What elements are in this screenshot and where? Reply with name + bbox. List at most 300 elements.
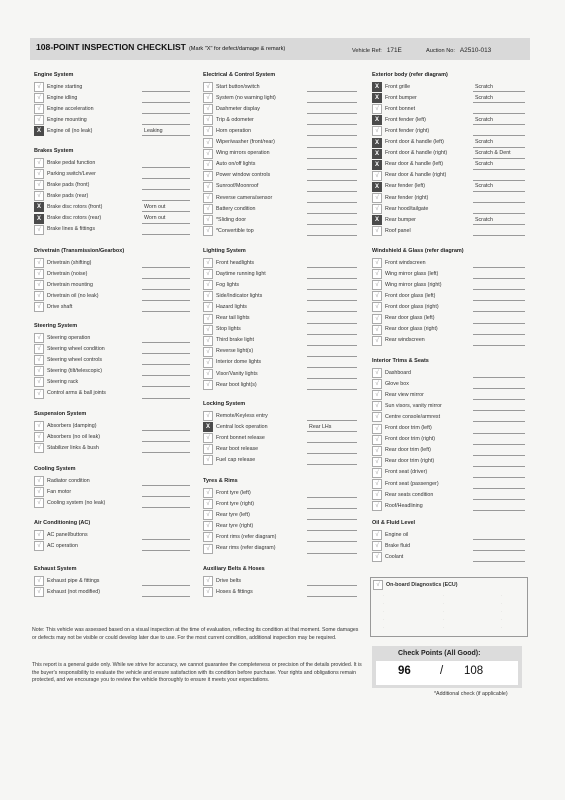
checkbox-ok[interactable]: √ — [372, 501, 382, 511]
remark-line — [307, 169, 357, 170]
item-label: Hazard lights — [216, 303, 247, 310]
checkbox-ok[interactable]: √ — [372, 412, 382, 422]
remark-line — [307, 464, 357, 465]
remark-line — [307, 508, 357, 509]
remark-line — [473, 102, 525, 103]
checkbox-ok[interactable]: √ — [34, 389, 44, 399]
remark-line — [473, 345, 525, 346]
checkbox-ok[interactable]: √ — [34, 280, 44, 290]
remark-line — [473, 158, 525, 159]
checkbox-ok[interactable]: √ — [372, 457, 382, 467]
checkbox-ok[interactable]: √ — [203, 182, 213, 192]
checkbox-ok[interactable]: √ — [203, 104, 213, 114]
checkbox-defect[interactable]: X — [34, 202, 44, 212]
remark-line — [142, 167, 190, 168]
remark-line — [473, 550, 525, 551]
section-title: Tyres & Rims — [203, 478, 238, 484]
section-title: Oil & Fluid Level — [372, 520, 416, 526]
checkbox-ok[interactable]: √ — [203, 411, 213, 421]
item-label: Parking switch/Lever — [47, 170, 96, 177]
remark-line — [307, 289, 357, 290]
checkbox-ok[interactable]: √ — [34, 269, 44, 279]
checkbox-ok[interactable]: √ — [203, 510, 213, 520]
item-label: Front fender (right) — [385, 127, 430, 134]
item-label: Engine starting — [47, 83, 83, 90]
remark-line — [307, 235, 357, 236]
remark-line — [142, 550, 190, 551]
item-label: Drivetrain (noise) — [47, 270, 88, 277]
item-label: Front seat (passenger) — [385, 480, 439, 487]
section-title: Exterior body (refer diagram) — [372, 72, 448, 78]
obd-dots: · · · · · — [383, 593, 385, 630]
checkbox[interactable]: √ — [373, 580, 383, 590]
checkbox-ok[interactable]: √ — [372, 479, 382, 489]
checklist-row — [203, 93, 357, 103]
item-label: Fog lights — [216, 281, 239, 288]
checklist-row — [372, 269, 525, 279]
item-label: Rear rims (refer diagram) — [216, 545, 276, 551]
remark-line — [473, 191, 525, 192]
checklist-row — [34, 191, 190, 201]
checklist-row — [203, 204, 357, 214]
checklist-row — [34, 104, 190, 114]
checklist-row — [372, 412, 525, 422]
remark-line — [307, 541, 357, 542]
checkbox-ok[interactable]: √ — [34, 302, 44, 312]
checklist-row — [203, 444, 357, 454]
item-label: Rear hood/tailgate — [385, 205, 429, 212]
remark-line — [473, 180, 525, 181]
remark-line — [142, 223, 190, 224]
checkbox-ok[interactable]: √ — [372, 424, 382, 434]
item-label: Central lock operation — [216, 423, 268, 430]
checkbox-ok[interactable]: √ — [203, 358, 213, 368]
checklist-row — [372, 215, 525, 225]
checkbox-ok[interactable]: √ — [203, 314, 213, 324]
item-label: Wiper/washer (front/rear) — [216, 139, 275, 145]
item-label: Drivetrain oil (no leak) — [47, 292, 99, 299]
remark-line — [307, 202, 357, 203]
item-label: Sun visors, vanity mirror — [385, 402, 442, 409]
checkbox-ok[interactable]: √ — [203, 325, 213, 335]
checkbox-ok[interactable]: √ — [372, 126, 382, 136]
remark-line — [142, 289, 190, 290]
checkbox-ok[interactable]: √ — [203, 587, 213, 597]
item-label: Remote/Keyless entry — [216, 412, 268, 419]
checklist-row — [34, 587, 190, 597]
remark-line — [142, 342, 190, 343]
checkbox-ok[interactable]: √ — [372, 401, 382, 411]
remark-text: Scratch — [475, 216, 493, 223]
item-label: Rear bumper — [385, 216, 416, 223]
remark-line — [473, 300, 525, 301]
checklist-row — [372, 204, 525, 214]
checklist-row — [372, 368, 525, 378]
item-label: Coolant — [385, 553, 404, 560]
checkbox-ok[interactable]: √ — [372, 541, 382, 551]
checklist-row — [34, 355, 190, 365]
item-label: System (no warning light) — [216, 94, 276, 101]
item-label: Absorbers (no oil leak) — [47, 433, 100, 440]
checkbox-ok[interactable]: √ — [372, 302, 382, 312]
checkbox-defect[interactable]: X — [203, 422, 213, 432]
section-title: Exhaust System — [34, 566, 77, 572]
item-label: Front seat (driver) — [385, 469, 428, 476]
checkbox-ok[interactable]: √ — [203, 215, 213, 225]
remark-line — [307, 519, 357, 520]
remark-text: Scratch — [475, 161, 493, 168]
checkbox-ok[interactable]: √ — [34, 169, 44, 179]
obd-label: On-board Diagnostics (ECU) — [386, 581, 458, 588]
remark-line — [142, 452, 190, 453]
checkbox-ok[interactable]: √ — [203, 138, 213, 148]
checkbox-ok[interactable]: √ — [372, 446, 382, 456]
checkbox-ok[interactable]: √ — [203, 347, 213, 357]
item-label: Front tyre (left) — [216, 489, 251, 496]
checklist-row — [203, 291, 357, 301]
checkbox-ok[interactable]: √ — [34, 377, 44, 387]
remark-line — [473, 539, 525, 540]
checkbox-ok[interactable]: √ — [34, 487, 44, 497]
item-label: Front door & handle (right) — [385, 150, 448, 157]
remark-line — [473, 135, 525, 136]
item-label: Battery condition — [216, 205, 256, 212]
checkbox-ok[interactable]: √ — [372, 490, 382, 500]
checkbox-ok[interactable]: √ — [203, 204, 213, 214]
checkbox-ok[interactable]: √ — [372, 336, 382, 346]
checkbox-ok[interactable]: √ — [203, 544, 213, 554]
checklist-row — [34, 333, 190, 343]
checklist-row — [203, 369, 357, 379]
checklist-row — [203, 532, 357, 542]
checkbox-ok[interactable]: √ — [203, 488, 213, 498]
checklist-row — [372, 479, 525, 489]
checklist-row — [372, 138, 525, 148]
checkbox-defect[interactable]: X — [372, 160, 382, 170]
checkbox-ok[interactable]: √ — [372, 280, 382, 290]
remark-line — [142, 135, 190, 136]
item-label: Radiator condition — [47, 477, 90, 484]
item-label: Drivetrain (shifting) — [47, 259, 92, 266]
checklist-row — [372, 541, 525, 551]
item-label: Rear tyre (left) — [216, 511, 250, 518]
checklist-row — [203, 149, 357, 159]
checkbox-ok[interactable]: √ — [203, 93, 213, 103]
checkbox-defect[interactable]: X — [372, 149, 382, 159]
remark-line — [307, 213, 357, 214]
checklist-row — [34, 258, 190, 268]
checkbox-ok[interactable]: √ — [34, 225, 44, 235]
checkbox-defect[interactable]: X — [372, 93, 382, 103]
checkbox-defect[interactable]: X — [372, 182, 382, 192]
item-label: Rear door & handle (left) — [385, 161, 444, 168]
checkbox-ok[interactable]: √ — [34, 576, 44, 586]
checklist-row — [34, 476, 190, 486]
remark-line — [307, 278, 357, 279]
checklist-row — [34, 366, 190, 376]
checkbox-ok[interactable]: √ — [203, 258, 213, 268]
item-label: Visor/Vanity lights — [216, 370, 258, 377]
checklist-row — [203, 193, 357, 203]
item-label: Steering rack — [47, 378, 79, 385]
checklist-row — [372, 552, 525, 562]
checkbox-ok[interactable]: √ — [34, 421, 44, 431]
checkbox-ok[interactable]: √ — [203, 160, 213, 170]
checkbox-ok[interactable]: √ — [34, 498, 44, 508]
item-label: Stabilizer links & bush — [47, 444, 99, 451]
checklist-row — [34, 180, 190, 190]
checklist-row — [34, 576, 190, 586]
checkbox-ok[interactable]: √ — [34, 93, 44, 103]
checkbox-ok[interactable]: √ — [34, 258, 44, 268]
checkbox-ok[interactable]: √ — [372, 325, 382, 335]
remark-line — [307, 431, 357, 432]
section-title: Locking System — [203, 401, 246, 407]
checkbox-ok[interactable]: √ — [203, 193, 213, 203]
checklist-row — [34, 126, 190, 136]
checkbox-ok[interactable]: √ — [372, 269, 382, 279]
remark-line — [307, 497, 357, 498]
checklist-row — [34, 280, 190, 290]
checkbox-ok[interactable]: √ — [203, 115, 213, 125]
checkbox-ok[interactable]: √ — [372, 104, 382, 114]
checkbox-ok[interactable]: √ — [34, 291, 44, 301]
remark-line — [307, 224, 357, 225]
checklist-row — [203, 258, 357, 268]
checklist-row — [203, 422, 357, 432]
checkbox-ok[interactable]: √ — [34, 587, 44, 597]
remark-line — [473, 311, 525, 312]
checklist-row — [372, 115, 525, 125]
remark-line — [473, 466, 525, 467]
item-label: Engine idling — [47, 94, 78, 101]
checkbox-ok[interactable]: √ — [34, 115, 44, 125]
item-label: Stop lights — [216, 326, 241, 333]
checkbox-ok[interactable]: √ — [203, 532, 213, 542]
checkbox-ok[interactable]: √ — [372, 379, 382, 389]
checkbox-defect[interactable]: X — [372, 215, 382, 225]
item-label: Rear view mirror — [385, 391, 424, 398]
checkbox-ok[interactable]: √ — [34, 530, 44, 540]
checkbox-ok[interactable]: √ — [203, 149, 213, 159]
checkbox-ok[interactable]: √ — [203, 499, 213, 509]
item-label: Dashboard — [385, 369, 411, 376]
remark-line — [473, 377, 525, 378]
checkbox-ok[interactable]: √ — [34, 104, 44, 114]
remark-line — [307, 267, 357, 268]
checkbox-ok[interactable]: √ — [372, 193, 382, 203]
checklist-row — [372, 457, 525, 467]
item-label: Front door trim (right) — [385, 436, 436, 443]
checkbox-ok[interactable]: √ — [203, 126, 213, 136]
checkbox-ok[interactable]: √ — [203, 576, 213, 586]
checkbox-ok[interactable]: √ — [34, 180, 44, 190]
checklist-row — [203, 347, 357, 357]
item-label: Brake disc rotors (rear) — [47, 215, 102, 221]
checkbox-ok[interactable]: √ — [372, 435, 382, 445]
checklist-row — [203, 115, 357, 125]
checkbox-ok[interactable]: √ — [203, 455, 213, 465]
checklist-row — [34, 214, 190, 224]
remark-line — [307, 311, 357, 312]
checkbox-ok[interactable]: √ — [203, 171, 213, 181]
section-title: Interior Trims & Seats — [372, 358, 429, 364]
checklist-row — [372, 302, 525, 312]
remark-line — [473, 561, 525, 562]
item-label: *Sliding door — [216, 216, 247, 223]
item-label: Front grille — [385, 83, 411, 90]
remark-text: Worn out — [144, 203, 166, 210]
checklist-row — [34, 421, 190, 431]
checkbox-ok[interactable]: √ — [372, 368, 382, 378]
checkbox-ok[interactable]: √ — [372, 530, 382, 540]
checkbox-ok[interactable]: √ — [372, 291, 382, 301]
vehicle-ref-value: 171E — [386, 47, 402, 54]
checkbox-ok[interactable]: √ — [34, 82, 44, 92]
remark-line — [307, 420, 357, 421]
item-label: Rear door trim (right) — [385, 458, 435, 465]
check-points-passed: 96 — [398, 665, 411, 677]
checkbox-defect[interactable]: X — [372, 115, 382, 125]
remark-text: Scratch — [475, 139, 493, 145]
checkbox-ok[interactable]: √ — [34, 333, 44, 343]
checkbox-defect[interactable]: X — [34, 214, 44, 224]
remark-line — [473, 169, 525, 170]
remark-line — [142, 234, 190, 235]
checklist-row — [34, 377, 190, 387]
item-label: Brake pedal function — [47, 159, 96, 166]
checkbox-ok[interactable]: √ — [203, 291, 213, 301]
checkbox-ok[interactable]: √ — [372, 226, 382, 236]
checkbox-ok[interactable]: √ — [372, 204, 382, 214]
item-label: Rear door trim (left) — [385, 447, 431, 454]
mark-instruction: (Mark "X" for defect/damage & remark) — [188, 46, 286, 52]
checklist-row — [372, 325, 525, 335]
auction-no: Auction No: A2510-013 — [426, 47, 492, 54]
checklist-row — [372, 336, 525, 346]
checkbox-ok[interactable]: √ — [34, 191, 44, 201]
remark-line — [473, 289, 525, 290]
auction-no-value: A2510-013 — [459, 47, 492, 54]
checklist-row — [203, 576, 357, 586]
checklist-row — [372, 291, 525, 301]
checkbox-defect[interactable]: X — [372, 138, 382, 148]
remark-line — [307, 135, 357, 136]
checkbox-ok[interactable]: √ — [34, 432, 44, 442]
item-label: Control arms & ball joints — [47, 390, 106, 396]
remark-line — [307, 300, 357, 301]
checklist-row — [34, 93, 190, 103]
check-points-box — [372, 646, 522, 688]
checkbox-ok[interactable]: √ — [203, 369, 213, 379]
checkbox-ok[interactable]: √ — [372, 171, 382, 181]
checklist-row — [34, 432, 190, 442]
remark-line — [473, 334, 525, 335]
vehicle-ref: Vehicle Ref: 171E — [352, 47, 402, 54]
checkbox-ok[interactable]: √ — [34, 476, 44, 486]
remark-line — [473, 444, 525, 445]
remark-line — [473, 113, 525, 114]
checkbox-ok[interactable]: √ — [203, 380, 213, 390]
checklist-row — [203, 280, 357, 290]
remark-line — [142, 91, 190, 92]
section-title: Cooling System — [34, 466, 76, 472]
section-title: Auxiliary Belts & Hoses — [203, 566, 265, 572]
checkbox-ok[interactable]: √ — [372, 468, 382, 478]
item-label: Engine acceleration — [47, 105, 94, 112]
checklist-row — [203, 358, 357, 368]
checkbox-ok[interactable]: √ — [203, 280, 213, 290]
checklist-row — [372, 182, 525, 192]
remark-line — [473, 124, 525, 125]
checklist-row — [34, 158, 190, 168]
check-points-total: 108 — [464, 665, 484, 677]
item-label: *Convertible top — [216, 227, 254, 234]
remark-line — [473, 510, 525, 511]
remark-line — [473, 433, 525, 434]
checklist-row — [34, 169, 190, 179]
checkbox-ok[interactable]: √ — [372, 314, 382, 324]
remark-line — [142, 496, 190, 497]
checkbox-ok[interactable]: √ — [203, 336, 213, 346]
checklist-row — [372, 149, 525, 159]
item-label: Fan motor — [47, 488, 72, 495]
checkbox-ok[interactable]: √ — [34, 355, 44, 365]
checkbox-ok[interactable]: √ — [34, 443, 44, 453]
item-label: Auto on/off lights — [216, 161, 256, 168]
checkbox-defect[interactable]: X — [372, 82, 382, 92]
remark-text: Leaking — [144, 127, 163, 134]
checklist-row — [372, 390, 525, 400]
item-label: Front door trim (left) — [385, 425, 432, 431]
checklist-row — [372, 468, 525, 478]
section-title: Steering System — [34, 323, 78, 329]
remark-text: Scratch — [475, 83, 493, 90]
remark-line — [473, 455, 525, 456]
page-title: 108-POINT INSPECTION CHECKLIST (Mark "X" for defect/damage & remark) — [36, 42, 286, 52]
checkbox-ok[interactable]: √ — [203, 521, 213, 531]
checklist-row — [372, 258, 525, 268]
item-label: Drivetrain mounting — [47, 281, 93, 288]
item-label: Wing mirrors operation — [216, 150, 270, 157]
checkbox-ok[interactable]: √ — [372, 552, 382, 562]
item-label: Engine oil (no leak) — [47, 127, 93, 134]
checkbox-ok[interactable]: √ — [203, 226, 213, 236]
checkbox-ok[interactable]: √ — [34, 366, 44, 376]
checkbox-ok[interactable]: √ — [372, 258, 382, 268]
checklist-row — [34, 269, 190, 279]
checkbox-defect[interactable]: X — [34, 126, 44, 136]
checklist-row — [34, 225, 190, 235]
item-label: Drive belts — [216, 577, 242, 584]
remark-line — [142, 353, 190, 354]
checkbox-ok[interactable]: √ — [203, 269, 213, 279]
checkbox-ok[interactable]: √ — [34, 344, 44, 354]
checkbox-ok[interactable]: √ — [203, 433, 213, 443]
item-label: Front door glass (right) — [385, 303, 439, 310]
checkbox-ok[interactable]: √ — [203, 444, 213, 454]
checkbox-ok[interactable]: √ — [34, 158, 44, 168]
checkbox-ok[interactable]: √ — [203, 82, 213, 92]
checklist-row — [203, 336, 357, 346]
checkbox-ok[interactable]: √ — [34, 541, 44, 551]
checkbox-ok[interactable]: √ — [203, 302, 213, 312]
remark-line — [142, 539, 190, 540]
checklist-row — [372, 280, 525, 290]
item-label: Drive shaft — [47, 303, 73, 310]
remark-line — [307, 345, 357, 346]
checkbox-ok[interactable]: √ — [372, 390, 382, 400]
